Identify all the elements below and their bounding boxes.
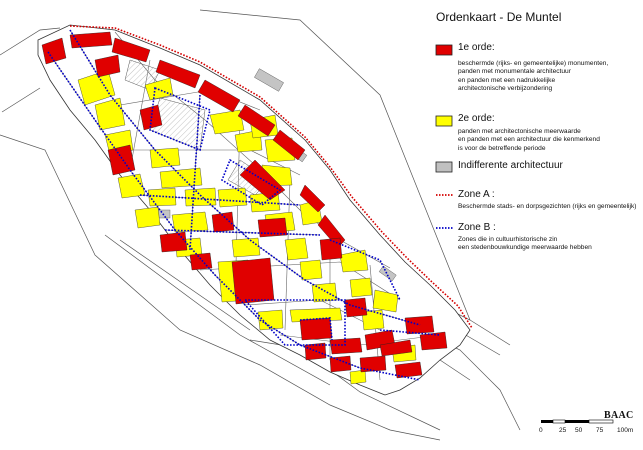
- scale-label: 100m: [617, 427, 634, 434]
- legend-zone-b-label: Zone B :: [458, 222, 496, 233]
- legend-second-order-label: 2e orde:: [458, 113, 495, 124]
- legend-zone-a-desc: Beschermde stads- en dorpsgezichten (rijks en gemeentelijk): [458, 203, 637, 210]
- legend-first-line: architectonische verbijzondering: [458, 85, 553, 93]
- legend-zone-a-label: Zone A :: [458, 189, 495, 200]
- legend-zone-b-line: Zones die in cultuurhistorische zin: [458, 236, 558, 243]
- scale-label: 50: [575, 427, 583, 434]
- legend-first-line: en panden met een nadrukkelijke: [458, 76, 556, 84]
- legend-first-order-label: 1e orde:: [458, 42, 495, 53]
- scale-label: 0: [539, 427, 543, 434]
- legend-swatch-first-order: [436, 45, 452, 55]
- legend-second-line: panden met architectonische meerwaarde: [458, 128, 581, 135]
- legend-zone-b-desc: [458, 236, 592, 253]
- brand-logo: BAAC: [604, 410, 634, 421]
- legend-first-line: beschermde (rijks- en gemeentelijke) monumenten,: [458, 60, 609, 67]
- map-title: Ordenkaart - De Muntel: [436, 10, 562, 24]
- scale-label: 25: [559, 427, 567, 434]
- legend-second-order-desc: [458, 128, 600, 153]
- scale-label: 75: [596, 427, 604, 434]
- legend-swatch-second-order: [436, 116, 452, 126]
- legend-second-line: is voor de betreffende periode: [458, 144, 546, 152]
- legend-second-line: en panden met een architectuur die kenmerkend: [458, 136, 600, 144]
- legend-first-order-desc: [458, 60, 608, 94]
- legend-swatch-indifferent: [436, 162, 452, 172]
- legend-first-line: panden met monumentale architectuur: [458, 68, 571, 76]
- legend-indifferent-label: Indifferente architectuur: [458, 160, 563, 171]
- scale-bar: [541, 420, 613, 423]
- legend-zone-b-line: een stedenbouwkundige meerwaarde hebben: [458, 244, 592, 252]
